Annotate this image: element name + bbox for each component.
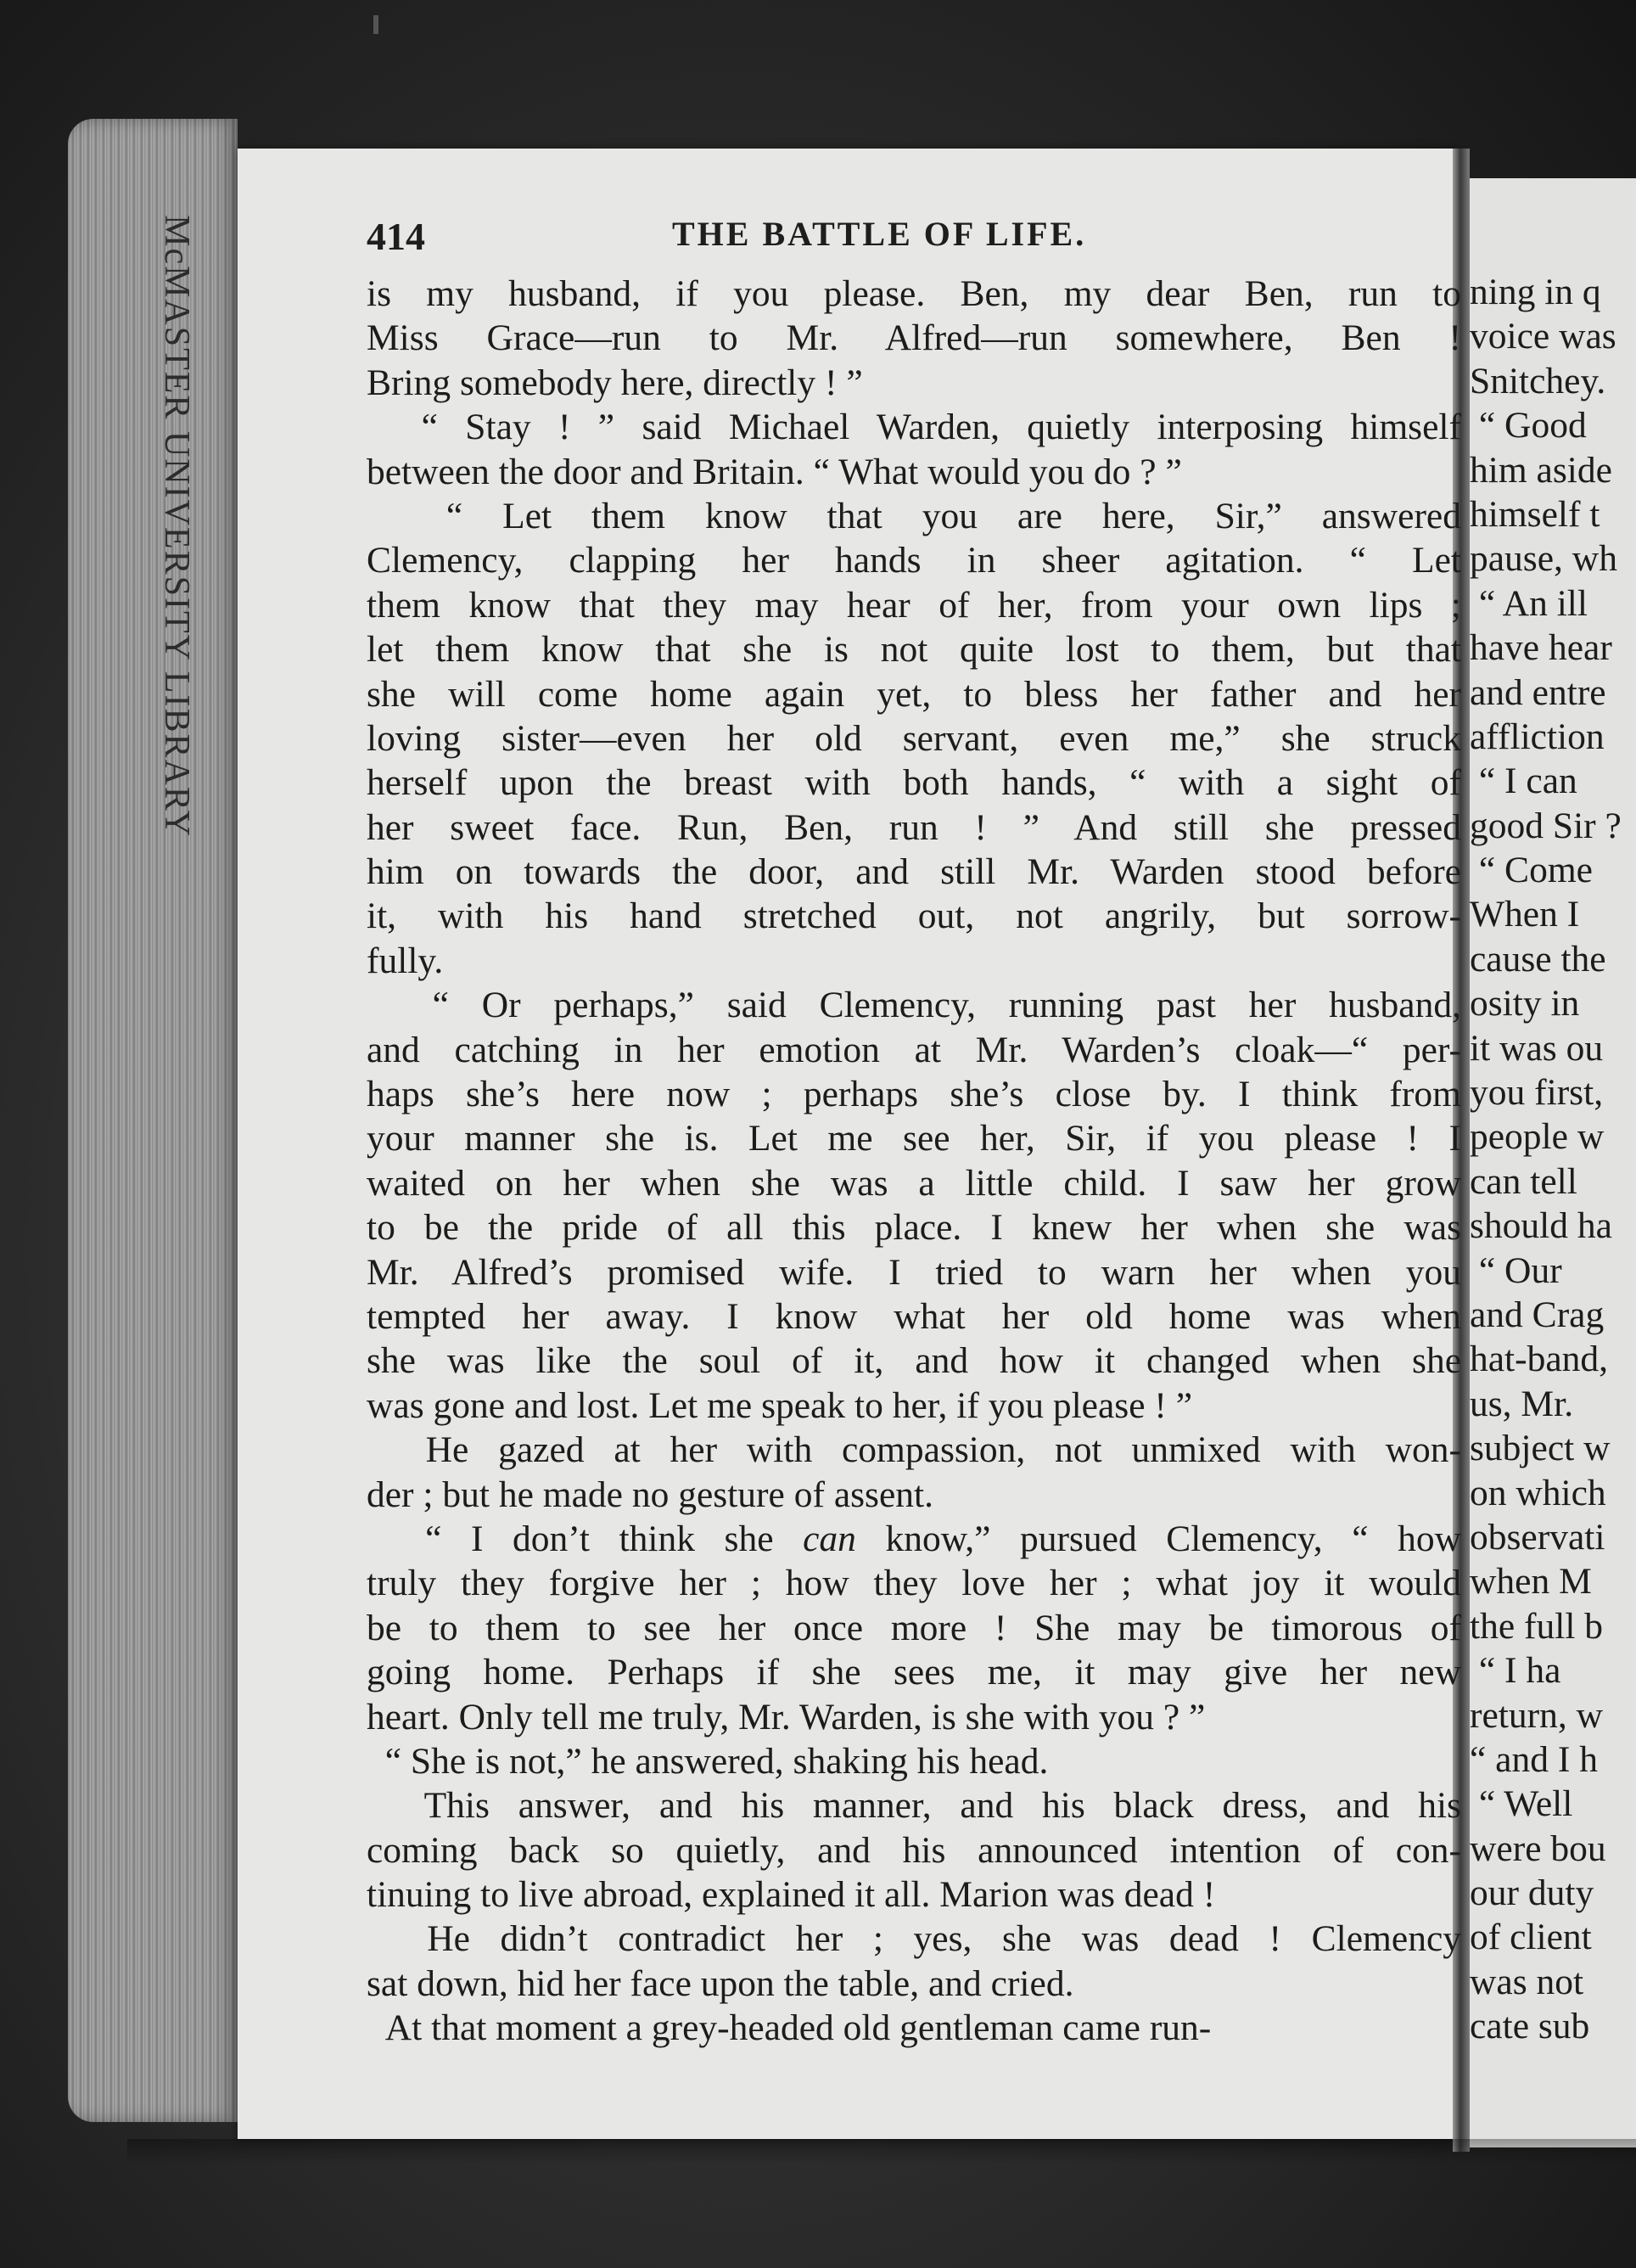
text-line: At that moment a grey-headed old gentleman came run-	[367, 2007, 1212, 2049]
right-page-line: “ Come	[1470, 850, 1593, 891]
right-page-line: voice was	[1470, 316, 1616, 357]
right-page-line: osity in	[1470, 983, 1580, 1025]
library-stamp	[151, 161, 202, 891]
text-line: him on towards the door, and still Mr. Warden stood before	[367, 851, 1461, 893]
text-line: your manner she is. Let me see her, Sir, if you please ! I	[367, 1118, 1461, 1159]
text-line: it, with his hand stretched out, not angrily, but sorrow-	[367, 895, 1461, 937]
right-page-line: cate sub	[1470, 2006, 1590, 2047]
text-line: was gone and lost. Let me speak to her, if you please ! ”	[367, 1384, 1193, 1426]
right-page-line: cause the	[1470, 938, 1606, 980]
text-line: tinuing to live abroad, explained it all. Marion was dead !	[367, 1874, 1216, 1916]
right-page-line: subject w	[1470, 1428, 1611, 1469]
text-line: and catching in her emotion at Mr. Warden’s cloak—“ per-	[367, 1029, 1461, 1070]
right-page-line: “ and I h	[1470, 1738, 1598, 1780]
text-line: to be the pride of all this place. I knew her when she was	[367, 1207, 1461, 1249]
right-page-line: “ I ha	[1470, 1650, 1561, 1692]
text-line: herself upon the breast with both hands, “ with a sight of	[367, 762, 1461, 804]
text-line: Clemency, clapping her hands in sheer agitation. “ Let	[367, 540, 1461, 581]
right-page-line: good Sir ?	[1470, 805, 1622, 846]
text-line: be to them to see her once more ! She may be timorous of	[367, 1607, 1461, 1648]
text-line: This answer, and his manner, and his black dress, and his	[367, 1785, 1461, 1827]
text-line: is my husband, if you please. Ben, my dear Ben, run to	[367, 273, 1461, 314]
text-line: tempted her away. I know what her old home was when	[367, 1295, 1461, 1337]
text-line: sat down, hid her face upon the table, and cried.	[367, 1962, 1074, 2004]
right-page-line: have hear	[1470, 627, 1612, 669]
text-line: her sweet face. Run, Ben, run ! ” And still she pressed	[367, 806, 1461, 848]
right-page-line: “ Good	[1470, 405, 1587, 446]
text-line: truly they forgive her ; how they love her ; what joy it would	[367, 1563, 1461, 1604]
right-page-line: people w	[1470, 1116, 1605, 1158]
page-header	[367, 214, 1461, 265]
right-page-text	[1468, 270, 1634, 2049]
right-page-line: “ Our	[1470, 1249, 1562, 1291]
text-line: “ Let them know that you are here, Sir,” answered	[367, 495, 1461, 536]
page-number: 414	[367, 215, 425, 258]
text-line: she will come home again yet, to bless her father and her	[367, 673, 1461, 715]
right-page-line: when M	[1470, 1561, 1592, 1603]
right-page-line: the full b	[1470, 1605, 1604, 1647]
text-line: loving sister—even her old servant, even me,” she struck	[367, 717, 1461, 759]
body-text	[367, 272, 1461, 2051]
right-page-line: himself t	[1470, 493, 1600, 535]
right-page-line: “ An ill	[1470, 582, 1588, 624]
right-page-line: and entre	[1470, 671, 1606, 713]
text-line: heart. Only tell me truly, Mr. Warden, is she with you ? ”	[367, 1696, 1206, 1737]
right-page-line: pause, wh	[1470, 538, 1617, 580]
text-line: coming back so quietly, and his announced intention of con-	[367, 1829, 1461, 1871]
text-line: “ She is not,” he answered, shaking his head.	[367, 1740, 1049, 1782]
text-line: “ Stay ! ” said Michael Warden, quietly interposing himself	[367, 407, 1461, 448]
right-page-line: was not	[1470, 1961, 1584, 2002]
right-page-line: him aside	[1470, 449, 1612, 491]
right-page-line: observati	[1470, 1516, 1605, 1558]
text-line: Miss Grace—run to Mr. Alfred—run somewhere, Ben !	[367, 317, 1461, 359]
right-page-line: were bou	[1470, 1827, 1606, 1869]
right-page-line: on which	[1470, 1472, 1606, 1513]
right-page-line: When I	[1470, 894, 1580, 935]
right-page-line: “ I can	[1470, 761, 1577, 802]
text-line: Bring somebody here, directly ! ”	[367, 362, 863, 403]
right-page-line: you first,	[1470, 1072, 1604, 1114]
text-line: going home. Perhaps if she sees me, it may give her new	[367, 1652, 1461, 1693]
right-page-line: it was ou	[1470, 1027, 1604, 1069]
film-frame-mark	[373, 15, 378, 34]
right-page-line: our duty	[1470, 1872, 1594, 1914]
right-page-line: hat-band,	[1470, 1339, 1609, 1380]
text-line: between the door and Britain. “ What would you do ? ”	[367, 451, 1182, 492]
page-shadow	[127, 2139, 1636, 2164]
text-line: haps she’s here now ; perhaps she’s close by. I think from	[367, 1074, 1461, 1115]
text-line: He gazed at her with compassion, not unmixed with won-	[367, 1429, 1461, 1471]
text-line: “ I don’t think she can know,” pursued Clemency, “ how	[367, 1518, 1461, 1559]
right-page-line: Snitchey.	[1470, 360, 1606, 401]
text-line: der ; but he made no gesture of assent.	[367, 1474, 934, 1515]
running-head: THE BATTLE OF LIFE.	[672, 215, 1087, 253]
text-line: waited on her when she was a little child. I saw her grow	[367, 1162, 1461, 1204]
right-page-line: us, Mr.	[1470, 1383, 1574, 1424]
right-page-line: can tell	[1470, 1160, 1577, 1202]
text-line: Mr. Alfred’s promised wife. I tried to warn her when you	[367, 1251, 1461, 1293]
right-page-line: of client	[1470, 1917, 1592, 1958]
text-line: “ Or perhaps,” said Clemency, running past her husband,	[367, 985, 1461, 1026]
right-page-line: should ha	[1470, 1205, 1612, 1247]
library-stamp-text: McMASTER UNIVERSITY LIBRARY	[157, 215, 197, 838]
text-line: fully.	[367, 940, 444, 981]
text-line: them know that they may hear of her, from your own lips ;	[367, 584, 1461, 626]
right-page-line: affliction	[1470, 716, 1605, 757]
text-line: He didn’t contradict her ; yes, she was dead ! Clemency	[367, 1918, 1461, 1960]
right-page-line: ning in q	[1470, 272, 1601, 312]
text-line: she was like the soul of it, and how it changed when she	[367, 1340, 1461, 1382]
right-page-line: return, w	[1470, 1694, 1604, 1736]
text-line: let them know that she is not quite lost to them, but that	[367, 629, 1461, 671]
right-page-line: and Crag	[1470, 1294, 1605, 1335]
right-page-line: “ Well	[1470, 1783, 1573, 1825]
